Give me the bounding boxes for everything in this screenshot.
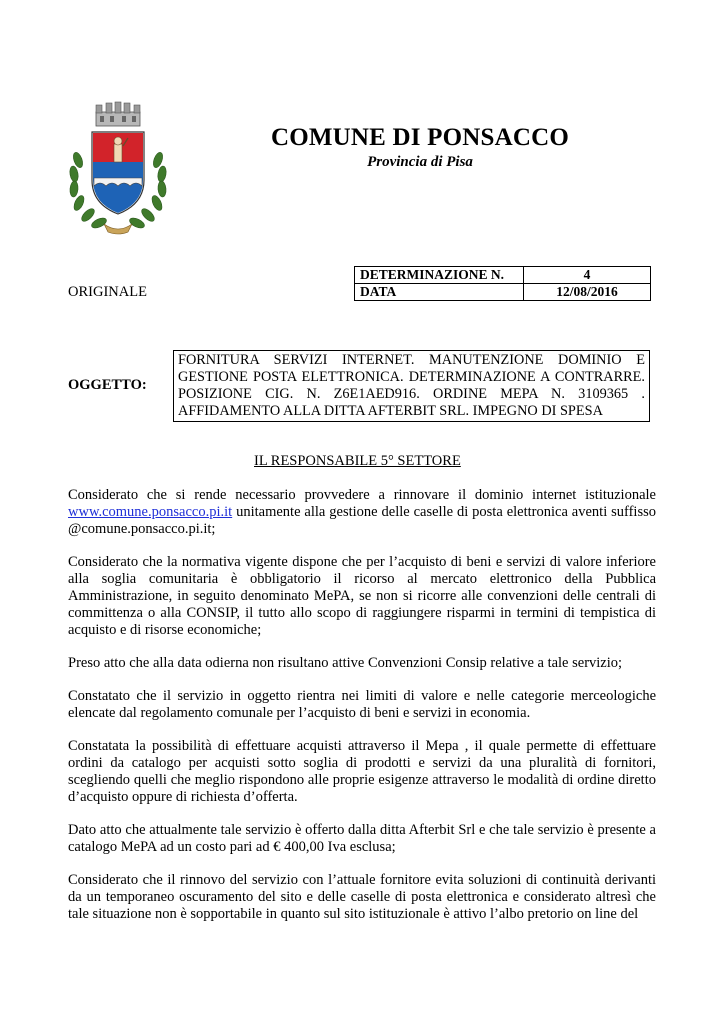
section-heading: IL RESPONSABILE 5° SETTORE — [254, 453, 461, 469]
paragraph-6: Dato atto che attualmente tale servizio è offerto dalla ditta Afterbit Srl e che tale servizio è presente a catalogo MePA ad un costo pari ad € 400,00 Iva esclusa; — [68, 822, 656, 855]
subject-label: OGGETTO: — [68, 377, 147, 393]
determination-label: DETERMINAZIONE N. — [355, 267, 524, 284]
paragraph-4: Constatato che il servizio in oggetto rientra nei limiti di valore e nelle categorie merceologiche elencate dal regolamento comunale per l’acquisto di beni e servizi in economia. — [68, 688, 656, 721]
paragraph-5: Constatata la possibilità di effettuare acquisti attraverso il Mepa , il quale permette di effettuare ordini da catalogo per acquisti sotto soglia di prodotti e servizi da una pluralità di fornitori, scegliendo quelli che meglio rispondono alle proprie esigenze attraverso le modalità di ordine diretto d’acquisto oppure di richiesta d’offerta. — [68, 738, 656, 805]
determination-row — [355, 267, 651, 284]
paragraph-1-end: unitamente alla gestione delle caselle di posta elettronica aventi suffisso @comune.ponsacco.pi.it; — [68, 504, 656, 537]
determination-number: 4 — [524, 267, 651, 284]
document-status-label: ORIGINALE — [68, 284, 147, 300]
paragraph-2: Considerato che la normativa vigente dispone che per l’acquisto di beni e servizi di valore inferiore alla soglia comunitaria è obbligatorio il ricorso al mercato elettronico della Pubblica Amministrazione, in seguito denominato MePA, se non si ricorre alle convenzioni delle centrali di committenza o alla CONSIP, il tutto allo scopo di raggiungere risparmi in termini di tempistica di acquisto e di risorse economiche; — [68, 554, 656, 638]
paragraph-7: Considerato che il rinnovo del servizio con l’attuale fornitore evita soluzioni di continuità derivanti da un temporaneo oscuramento del sito e delle caselle di posta elettronica e considerato altresì che tale situazione non è sopportabile in quanto sul sito istituzionale è attivo l’albo pretorio on line del — [68, 872, 656, 922]
page-title: COMUNE DI PONSACCO — [270, 124, 570, 151]
determination-table — [354, 266, 651, 301]
date-label: DATA — [355, 284, 524, 301]
date-row — [355, 284, 651, 301]
paragraph-3: Preso atto che alla data odierna non risultano attive Convenzioni Consip relative a tale servizio; — [68, 655, 623, 671]
province-subtitle: Provincia di Pisa — [367, 154, 473, 170]
date-value: 12/08/2016 — [524, 284, 651, 301]
website-link[interactable]: www.comune.ponsacco.pi.it — [68, 504, 233, 520]
paragraph-1 — [68, 487, 656, 538]
subject-box: FORNITURA SERVIZI INTERNET. MANUTENZIONE DOMINIO E GESTIONE POSTA ELETTRONICA. DETERMINAZIONE A CONTRARRE. POSIZIONE CIG. N. Z6E1AED916. ORDINE MEPA N. 3109365 . AFFIDAMENTO ALLA DITTA AFTERBIT SRL. IMPEGNO DI SPESA — [173, 350, 650, 422]
coat-of-arms-icon — [66, 100, 170, 236]
paragraph-1-start: Considerato che si rende necessario provvedere a rinnovare il dominio internet istituzionale — [68, 487, 656, 503]
document-body — [68, 487, 656, 939]
